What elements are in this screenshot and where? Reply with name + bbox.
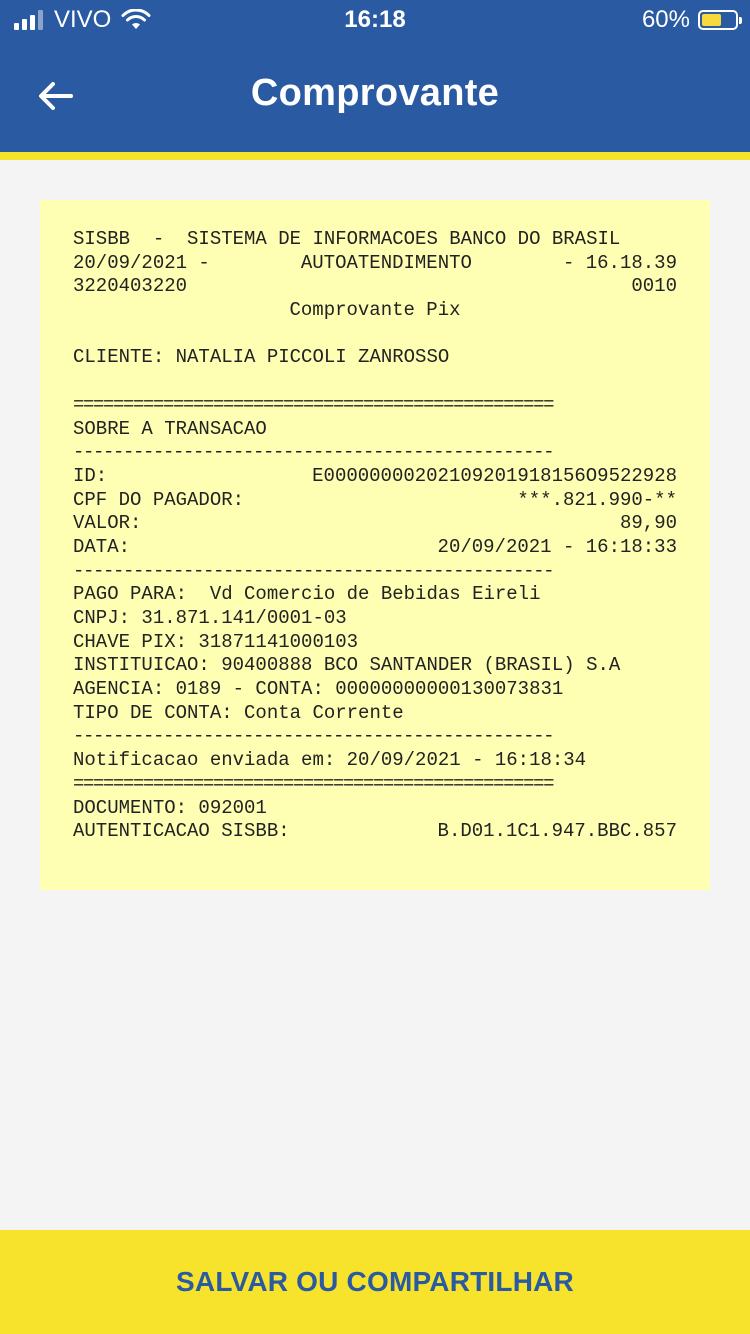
receipt-field-label: CPF DO PAGADOR: (73, 488, 245, 511)
receipt-agencia-conta (73, 370, 677, 394)
receipt-recipient-line: INSTITUICAO: 90400888 BCO SANTANDER (BRASIL) S.A (73, 654, 621, 677)
receipt-doc-title: Comprovante Pix (289, 299, 461, 322)
receipt-field-value: E00000000202109201918156O9522928 (312, 464, 677, 487)
receipt-recipient-line: TIPO DE CONTA: Conta Corrente (73, 701, 404, 724)
receipt-recipient-line: CHAVE PIX: 31871141000103 (73, 630, 359, 653)
status-time: 16:18 (344, 6, 406, 33)
receipt-recipient-line: AGENCIA: 0189 - CONTA: 00000000000130073831 (73, 678, 564, 701)
carrier-name: VIVO (54, 6, 112, 33)
receipt-separator: ------------------------------------------------ (73, 725, 554, 748)
receipt-autenticacao (73, 820, 677, 844)
receipt-bank-line: SISBB - SISTEMA DE INFORMACOES BANCO DO BRASIL (73, 228, 621, 250)
receipt-field-label: ID: (73, 464, 108, 487)
receipt-field-label: DATA: (73, 535, 131, 558)
receipt-field-value: 20/09/2021 - 16:18:33 (437, 535, 677, 558)
receipt-section-title: SOBRE A TRANSACAO (73, 417, 267, 440)
receipt-documento: DOCUMENTO: 092001 (73, 796, 267, 819)
receipt-transaction-row (73, 465, 677, 489)
page-title: Comprovante (250, 72, 500, 114)
receipt-separator: ================================================ (73, 772, 554, 795)
receipt-spacer (73, 323, 677, 347)
receipt-field-value: ***.821.990-** (517, 488, 677, 511)
battery-icon (698, 10, 738, 30)
app-header (0, 40, 750, 152)
receipt-field-label: VALOR: (73, 512, 142, 535)
receipt-time: - 16.18.39 (562, 251, 677, 274)
receipt-code-line (73, 275, 677, 299)
receipt-autenticacao-label: AUTENTICACAO SISBB: (73, 820, 290, 843)
status-bar (0, 0, 750, 40)
receipt-notification: Notificacao enviada em: 20/09/2021 - 16:18:34 (73, 749, 587, 772)
receipt-autenticacao-value: B.D01.1C1.947.BBC.857 (437, 820, 677, 843)
save-or-share-button[interactable]: SALVAR OU COMPARTILHAR (0, 1230, 750, 1334)
receipt-date: 20/09/2021 - (73, 251, 210, 274)
receipt-recipient-line: PAGO PARA: Vd Comercio de Bebidas Eireli (73, 583, 541, 606)
receipt-code-right: 0010 (631, 275, 677, 298)
receipt-transaction-row (73, 489, 677, 513)
status-right (642, 6, 738, 34)
receipt-separator: ------------------------------------------------ (73, 441, 554, 464)
receipt-transaction-row (73, 512, 677, 536)
receipt-recipient-line: CNPJ: 31.871.141/0001-03 (73, 607, 347, 629)
header-accent-stripe (0, 152, 750, 160)
battery-level-fill (702, 14, 721, 26)
receipt-date-line (73, 252, 677, 276)
receipt-service: AUTOATENDIMENTO (300, 251, 472, 274)
receipt-field-value: 89,90 (619, 512, 677, 535)
receipt-code-left: 3220403220 (73, 275, 188, 298)
receipt-separator: ------------------------------------------------ (73, 559, 554, 582)
receipt-transaction-row (73, 536, 677, 560)
receipt-cliente: CLIENTE: NATALIA PICCOLI ZANROSSO (73, 346, 450, 369)
battery-percent: 60% (641, 6, 690, 33)
receipt-card (40, 200, 710, 890)
receipt-separator: ================================================ (73, 393, 554, 416)
receipt-text (73, 228, 677, 844)
